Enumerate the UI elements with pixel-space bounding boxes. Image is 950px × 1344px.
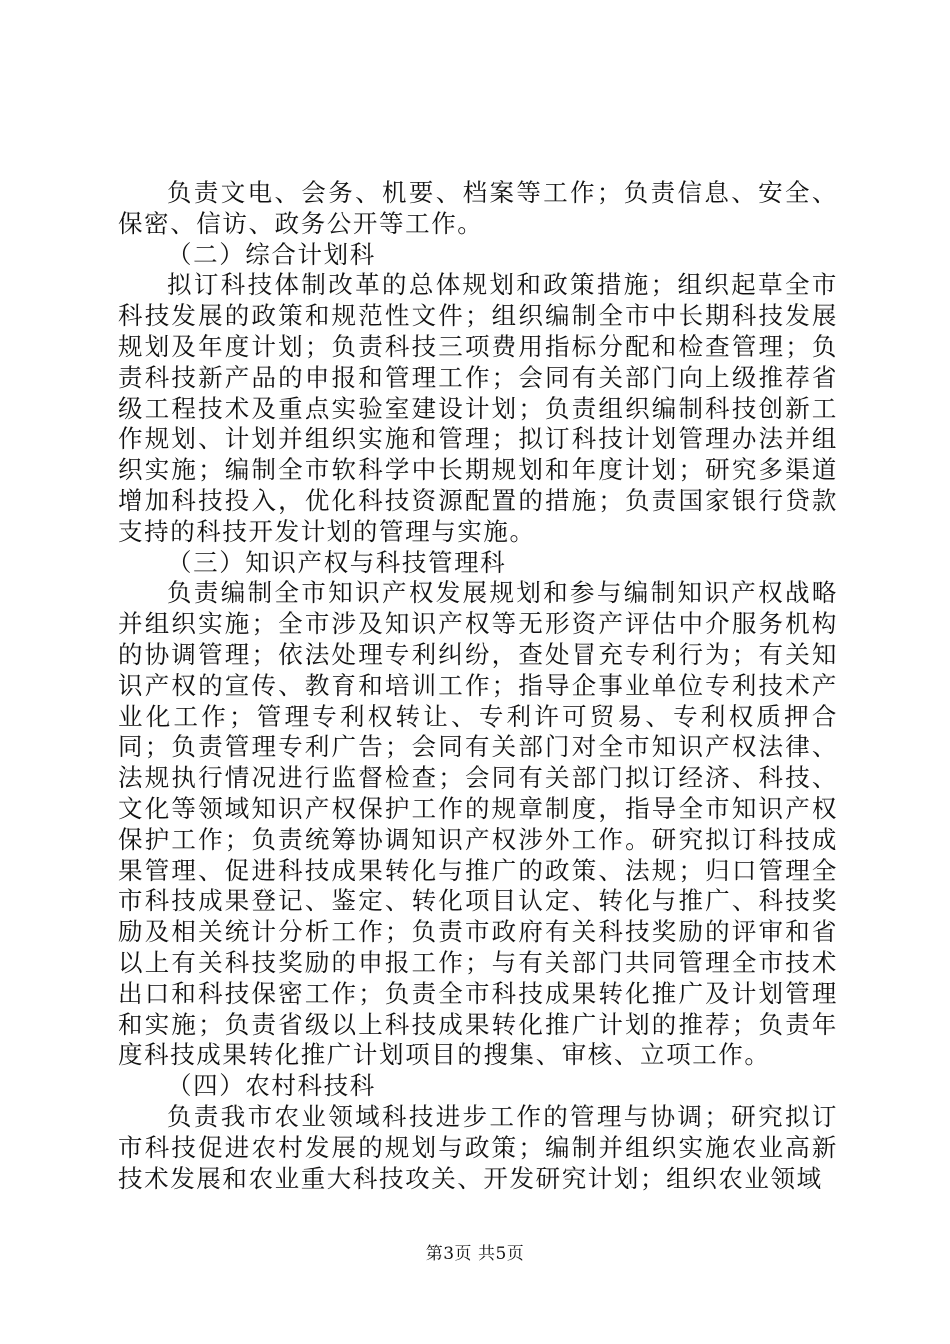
heading-ip-section: （三）知识产权与科技管理科 bbox=[167, 547, 507, 577]
paragraph-rural-duties: 负责我市农业领域科技进步工作的管理与协调；研究拟订市科技促进农村发展的规划与政策；编制并组织实施农业高新技术发展和农业重大科技攻关、开发研究计划；组织农业领域 bbox=[118, 1101, 838, 1193]
paragraph-ip-duties: 负责编制全市知识产权发展规划和参与编制知识产权战略并组织实施；全市涉及知识产权等无形资产评估中介服务机构的协调管理；依法处理专利纠纷，查处冒充专利行为；有关知识产权的宣传、教育和培训工作；指导企事业单位专利技术产业化工作；管理专利权转让、专利许可贸易、专利权质押合同；负责管理专利广告；会同有关部门对全市知识产权法律、法规执行情况进行监督检查；会同有关部门拟订经济、科技、文化等领域知识产权保护工作的规章制度，指导全市知识产权保护工作；负责统筹协调知识产权涉外工作。研究拟订科技成果管理、促进科技成果转化与推广的政策、法规；归口管理全市科技成果登记、鉴定、转化项目认定、转化与推广、科技奖励及相关统计分析工作；负责市政府有关科技奖励的评审和省以上有关科技奖励的申报工作；与有关部门共同管理全市技术出口和科技保密工作；负责全市科技成果转化推广及计划管理和实施；负责省级以上科技成果转化推广计划的推荐；负责年度科技成果转化推广计划项目的搜集、审核、立项工作。 bbox=[118, 578, 838, 1070]
document-body bbox=[118, 178, 838, 1194]
paragraph-planning-duties: 拟订科技体制改革的总体规划和政策措施；组织起草全市科技发展的政策和规范性文件；组织编制全市中长期科技发展规划及年度计划；负责科技三项费用指标分配和检查管理；负责科技新产品的申报和管理工作；会同有关部门向上级推荐省级工程技术及重点实验室建设计划；负责组织编制科技创新工作规划、计划并组织实施和管理；拟订科技计划管理办法并组织实施；编制全市软科学中长期规划和年度计划；研究多渠道增加科技投入，优化科技资源配置的措施；负责国家银行贷款支持的科技开发计划的管理与实施。 bbox=[118, 270, 838, 546]
paragraph-office-duties: 负责文电、会务、机要、档案等工作；负责信息、安全、保密、信访、政务公开等工作。 bbox=[118, 178, 838, 238]
heading-rural-section: （四）农村科技科 bbox=[167, 1071, 376, 1101]
page-number-footer: 第3页 共5页 bbox=[425, 1244, 525, 1264]
heading-planning-section: （二）综合计划科 bbox=[167, 239, 376, 269]
